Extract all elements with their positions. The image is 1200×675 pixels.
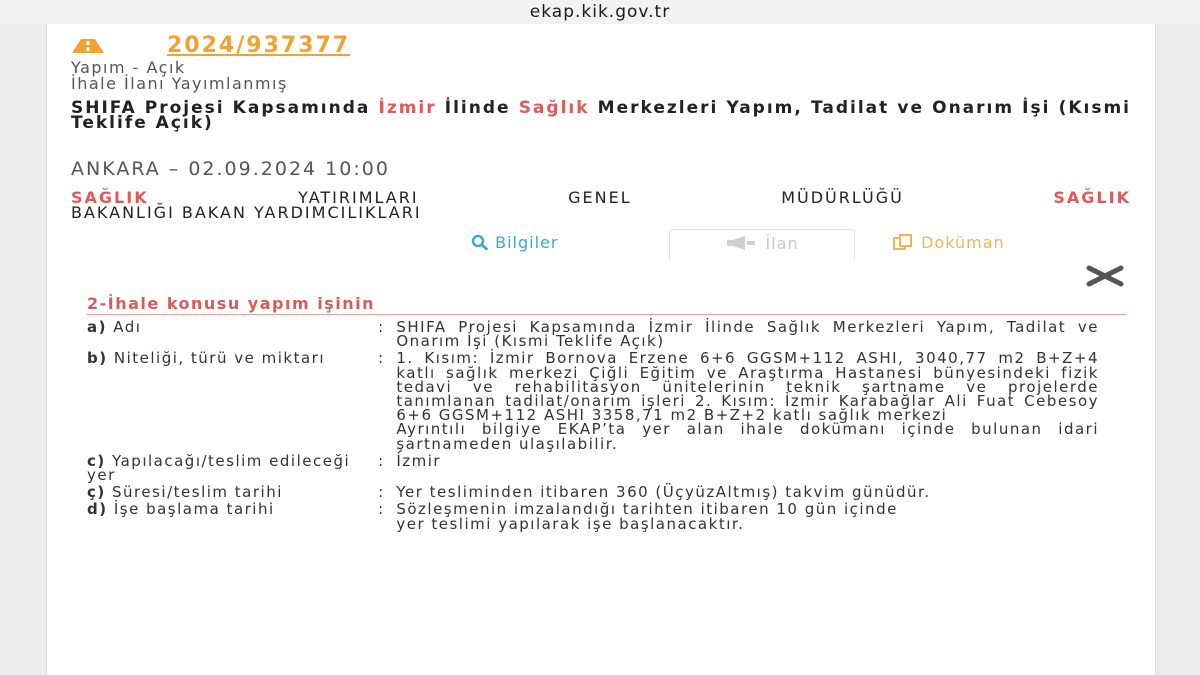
- title-text: SHIFA Projesi Kapsamında: [71, 98, 379, 118]
- title-text: İlinde: [436, 98, 519, 118]
- section-title: 2-İhale konusu yapım işinin: [87, 294, 375, 313]
- table-row: [87, 454, 1099, 482]
- tab-ilan[interactable]: [669, 229, 855, 260]
- separator: :: [378, 483, 385, 502]
- field-label: d) İşe başlama tarihi: [87, 500, 275, 519]
- location-date: ANKARA – 02.09.2024 10:00: [71, 158, 390, 180]
- org-word: YATIRIMLARI: [298, 188, 419, 207]
- tender-number-link[interactable]: 2024/937377: [167, 33, 351, 58]
- title-text: Merkezleri Yapım, Tadilat ve Onarım İşi (Kısmi Teklife Açık): [71, 98, 1132, 133]
- tab-label: İlan: [765, 234, 799, 253]
- org-highlight: SAĞLIK: [1053, 188, 1131, 207]
- tab-label: Doküman: [921, 233, 1005, 252]
- tab-label: Bilgiler: [495, 233, 559, 252]
- title-highlight-city: İzmir: [378, 98, 437, 118]
- close-icon[interactable]: [1081, 264, 1129, 288]
- tender-page: [46, 24, 1156, 675]
- megaphone-icon: [725, 235, 759, 251]
- org-word: GENEL: [568, 188, 632, 207]
- section-divider: [87, 314, 1127, 315]
- tender-status: İhale İlanı Yayımlanmış: [71, 74, 288, 93]
- authority-name: [71, 190, 1131, 220]
- title-highlight-keyword: Sağlık: [518, 98, 590, 118]
- field-label: ç) Süresi/teslim tarihi: [87, 483, 283, 502]
- org-line-2: BAKANLIĞI BAKAN YARDIMCILIKLARI: [71, 203, 422, 222]
- field-value: SHIFA Projesi Kapsamında İzmir İlinde Sağlık Merkezleri Yapım, Tadilat ve Onarım İşi (Kısmi Teklife Açık): [396, 318, 1099, 351]
- org-word: MÜDÜRLÜĞÜ: [781, 188, 904, 207]
- tender-type: Yapım - Açık: [71, 58, 186, 77]
- field-value: 1. Kısım: İzmir Bornova Erzene 6+6 GGSM+112 ASHI, 3040,77 m2 B+Z+4 katlı sağlık merkezi Çiğli Eğitim ve Araştırma Hastanesi bünyesindeki fizik tedavi ve rehabilitasyon ünitelerinin teknik şartname ve projelerde tanımlanan tadilat/onarım işleri 2. Kısım: İzmir Karabağlar Ali Fuat Cebesoy 6+6 GGSM+112 ASHI 3358,71 m2 B+Z+2 katlı sağlık merkezi Ayrıntılı bilgiye EKAP’ta yer alan ihale dokümanı içinde bulunan idari şartnameden ulaşılabilir.: [396, 349, 1099, 453]
- field-value: Yer tesliminden itibaren 360 (ÜçyüzAltmış) takvim günüdür.: [396, 483, 931, 502]
- field-value: Sözleşmenin imzalandığı tarihten itibaren 10 gün içinde yer teslimi yapılarak işe başlanacaktır.: [396, 500, 898, 533]
- search-icon: [471, 234, 489, 250]
- field-label: a) Adı: [87, 318, 142, 336]
- url-text: ekap.kik.gov.tr: [529, 2, 671, 22]
- tender-title: [71, 98, 1132, 133]
- table-row: [87, 485, 1099, 499]
- tab-dokuman[interactable]: [893, 229, 1005, 259]
- org-highlight: SAĞLIK: [71, 188, 149, 207]
- table-row: [87, 351, 1099, 450]
- tender-details-table: [87, 320, 1099, 531]
- separator: :: [378, 318, 385, 336]
- documents-icon: [893, 234, 915, 250]
- field-label: b) Niteliği, türü ve miktarı: [87, 349, 325, 368]
- tab-bilgiler[interactable]: [471, 229, 558, 259]
- separator: :: [378, 500, 385, 519]
- separator: :: [378, 349, 385, 368]
- field-label: c) Yapılacağı/teslim edileceği yer: [87, 451, 351, 485]
- separator: :: [378, 451, 385, 470]
- table-row: [87, 502, 1099, 530]
- address-bar[interactable]: [0, 0, 1200, 24]
- field-value: İzmir: [396, 451, 442, 470]
- construction-icon: [71, 38, 105, 54]
- table-row: [87, 320, 1099, 348]
